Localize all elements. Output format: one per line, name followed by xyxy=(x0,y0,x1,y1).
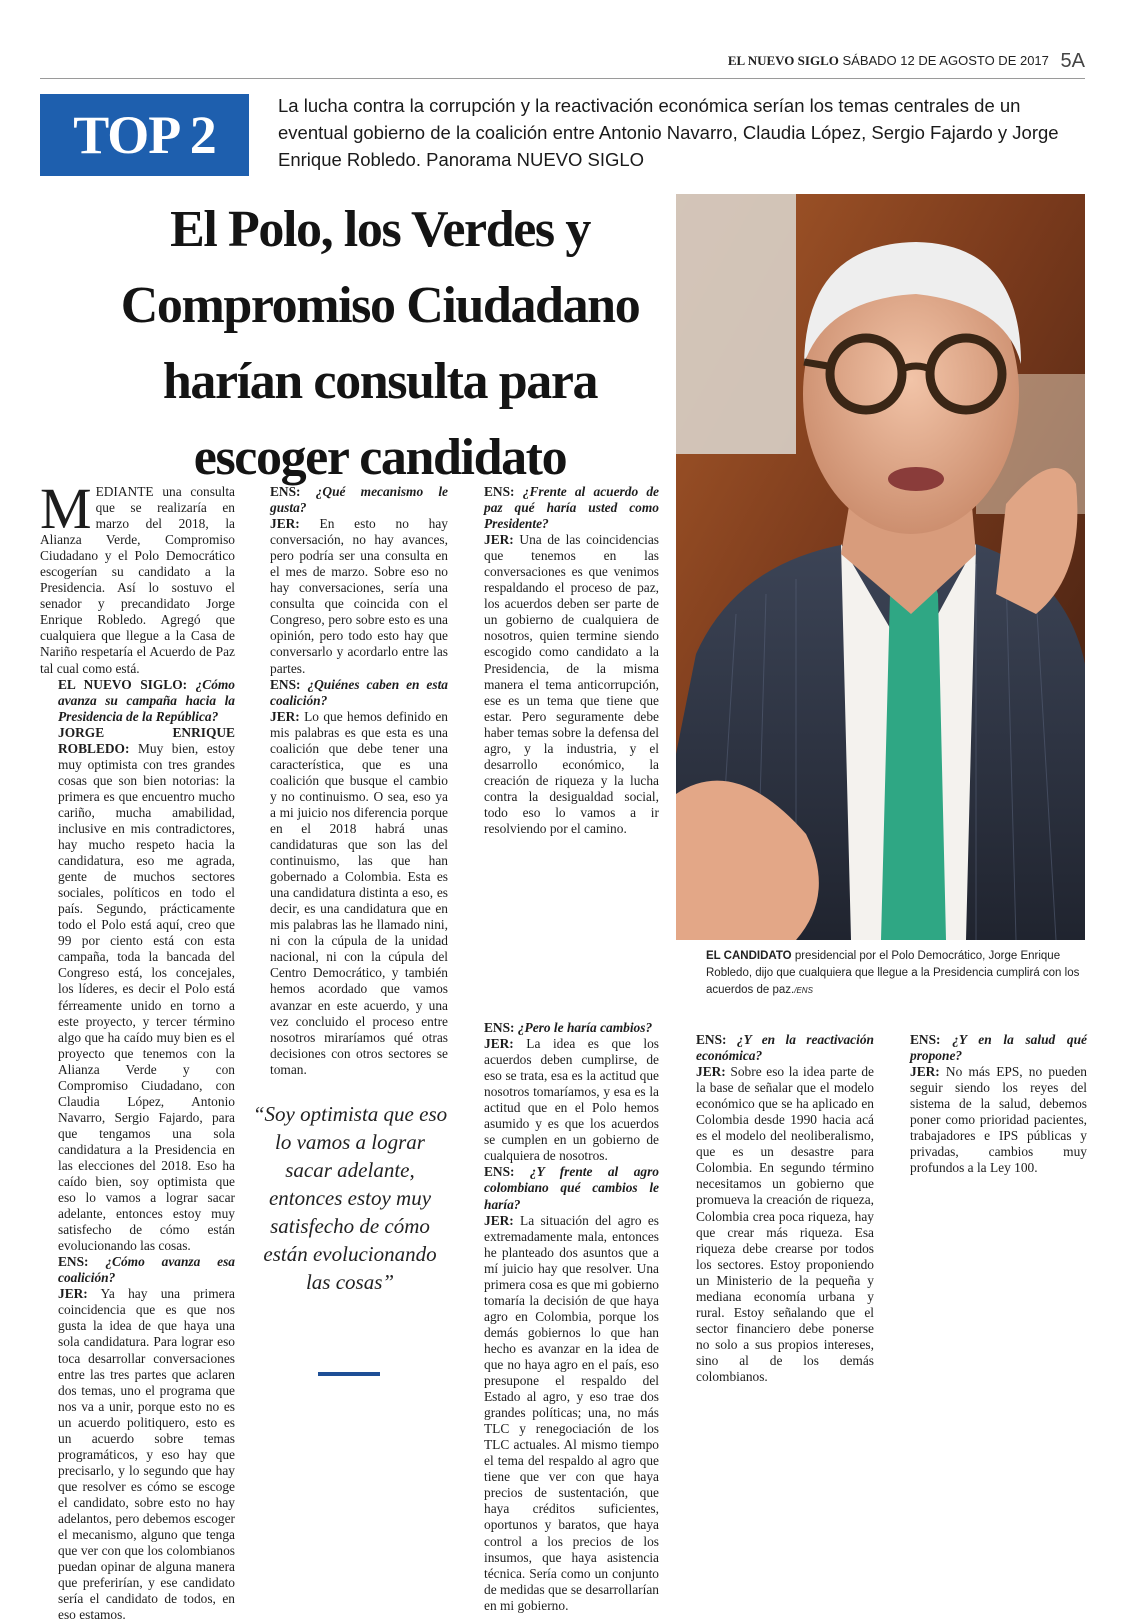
answer xyxy=(466,1213,659,1614)
speaker: EL NUEVO SIGLO: xyxy=(58,676,188,692)
speaker: JER: xyxy=(696,1064,726,1080)
answer-text: Lo que hemos definido en mis palabras es que esta es una coalición que debe tener una característica, que es una coalición que busque el cambio y no continuismo. O sea, eso ya a mi juicio nos diferencia porque en el 2018 habrá unas candidaturas que son las del continuismo, las que han gobernado a Colombia. Esta es una candidatura distinta a eso, es decir, es una candidatura que en mis palabras las he llamado nini, ni con la cúpula de la unidad nacional, ni con la cúpula del Centro Democrático, y también hemos acordado que vamos avanzar en este acuerdo, y una vez concluido el proceso entre nosotros miraríamos qué otras decisiones con otros sectores se toman. xyxy=(270,708,448,1077)
article-column-3 xyxy=(466,484,659,837)
question xyxy=(40,677,235,725)
speaker: JER: xyxy=(270,708,300,724)
speaker: ENS: xyxy=(910,1032,941,1047)
answer xyxy=(40,725,235,1255)
speaker: ENS: xyxy=(484,1020,515,1035)
answer xyxy=(466,532,659,837)
speaker: ENS: xyxy=(484,1164,515,1180)
photo-credit: /ENS xyxy=(794,986,813,995)
question xyxy=(678,1032,874,1064)
article-column-6 xyxy=(892,1032,1087,1176)
answer xyxy=(678,1064,874,1385)
lead-caps: EDIANTE xyxy=(95,484,154,499)
question-text: ¿Y en la reactivación económica? xyxy=(696,1032,874,1064)
newspaper-name: EL NUEVO SIGLO xyxy=(727,53,839,68)
question-text: ¿Y frente al agro colombiano qué cambios le haría? xyxy=(484,1164,659,1212)
speaker: ENS: xyxy=(270,484,301,499)
pull-quote: “Soy optimista que eso lo vamos a lograr sacar adelante, entonces estoy muy satisfecho de cómo están evolucionando las cosas” xyxy=(252,1102,448,1294)
question-text: ¿Pero le haría cambios? xyxy=(514,1020,653,1035)
answer xyxy=(252,516,448,676)
question xyxy=(40,1254,235,1286)
speaker: JER: xyxy=(58,1286,88,1302)
article-column-1 xyxy=(40,476,235,1623)
speaker: JER: xyxy=(484,1212,514,1228)
answer-text: No más EPS, no pueden seguir siendo los reyes del sistema de la salud, debemos poner como prioridad pacientes, trabajadores e IPS públicas y privadas, cambios muy profundos a la Ley 100. xyxy=(910,1064,1087,1176)
section-badge xyxy=(40,94,249,176)
answer-text: En esto no hay conversación, no hay avances, pero podría ser una consulta en el mes de marzo. Sobre eso no hay conversaciones, sería una consulta que coincida con el Congreso, pero sobre esto es una opinión, pero todo esto hay que conversarlo y acordarlo entre las partes. xyxy=(270,516,448,676)
article-column-4 xyxy=(466,1020,659,1614)
pull-quote-rule xyxy=(318,1372,380,1376)
article-column-5 xyxy=(678,1032,874,1385)
question xyxy=(892,1032,1087,1064)
speaker: JER: xyxy=(270,516,300,532)
question-text: ¿Cómo avanza esa coalición? xyxy=(58,1254,235,1286)
answer-text: La idea es que los acuerdos deben cumplirse, de eso se trata, esa es la actitud que nosotros tomaríamos, y esa es la actitud que en el Polo hemos asumido y es que los acuerdos se cumplen en un gobierno de cualquiera de nosotros. xyxy=(484,1036,659,1164)
question-text: ¿Qué mecanismo le gusta? xyxy=(270,484,448,516)
speaker: JER: xyxy=(910,1064,940,1080)
answer xyxy=(40,1286,235,1623)
drop-cap: M xyxy=(40,476,92,541)
issue-date: SÁBADO 12 DE AGOSTO DE 2017 xyxy=(842,53,1049,68)
masthead xyxy=(728,50,1085,73)
question-text: ¿Cómo avanza su campaña hacia la Presidencia de la República? xyxy=(58,676,235,724)
answer xyxy=(892,1064,1087,1176)
teaser-text: La lucha contra la corrupción y la reactivación económica serían los temas centrales de un eventual gobierno de la coalición entre Antonio Navarro, Claudia López, Sergio Fajardo y Jorge Enrique Robledo. Panorama NUEVO SIGLO xyxy=(278,95,1059,170)
headline-line: harían consulta para xyxy=(162,353,598,410)
speaker: ENS: xyxy=(696,1032,727,1047)
headline-line: escoger candidato xyxy=(193,429,567,486)
speaker: JER: xyxy=(484,532,514,548)
question-text: ¿Quiénes caben en esta coalición? xyxy=(270,676,448,708)
speaker: JORGE ENRIQUE ROBLEDO: xyxy=(58,724,235,756)
question-text: ¿Y en la salud qué propone? xyxy=(910,1032,1087,1064)
answer-text: Ya hay una primera coincidencia que es que nos gusta la idea de que haya una sola candidatura. Para lograr eso toca desarrollar conversaciones entre las tres partes que aclaren dos temas, uno el programa que nos va a unir, porque esto no es un acuerdo politiquero, esto es un acuerdo sobre temas programáticos, y eso hay que precisarlo, y lo segundo que hay que resolver es cómo se escoge el candidato, sobre esto no hay adelantos, pero debemos escoger el mecanismo, alguno que tenga que ver con que los colombianos puedan opinar de alguna manera que preferirían, y ese candidato sería el candidato de todos, en eso estamos. xyxy=(58,1286,235,1623)
question xyxy=(466,484,659,532)
header-rule xyxy=(40,78,1085,79)
speaker: JER: xyxy=(484,1036,514,1052)
lead-paragraph xyxy=(40,476,235,677)
speaker: ENS: xyxy=(270,676,301,692)
question xyxy=(466,1020,659,1036)
article-column-2 xyxy=(252,484,448,1078)
section-label: TOP 2 xyxy=(73,105,216,165)
photo-caption xyxy=(706,948,1090,999)
question xyxy=(466,1164,659,1212)
lead-text: una consulta que se realizaría en marzo del 2018, la Alianza Verde, Compromiso Ciudadano y el Polo Democrático escogerían su candidato a la Presidencia. Así lo sostuvo el senador y precandidato Jorge Enrique Robledo. Agregó que cualquiera que llegue a la Casa de Nariño respetaría el Acuerdo de Paz tal cual como está. xyxy=(40,484,235,676)
headline-line: Compromiso Ciudadano xyxy=(120,277,640,334)
page-number: 5A xyxy=(1060,50,1085,72)
answer-text: La situación del agro es extremadamente mala, entonces he planteado dos asuntos que a mí juicio hay que resolver. Una primera cosa es que mi gobierno tomaría la decisión de que haya agro en Colombia, porque los demás gobiernos lo que han hecho es avanzar en la idea de que no haya agro en el país, eso presupone el respaldo del Estado al agro, y eso trae dos grandes políticas; una, no más TLC y renegociación de los TLC actuales. Al mismo tiempo el tema del respaldo al agro que tiene que ver con que haya precios de sustentación, que haya créditos suficientes, oportunos y baratos, que haya control a los precios de los insumos, que haya asistencia técnica. Sería como un conjunto de medidas que se desarrollarían en mi gobierno. xyxy=(484,1212,659,1613)
answer xyxy=(252,709,448,1078)
question xyxy=(252,677,448,709)
answer-text: Muy bien, estoy muy optimista con tres grandes cosas que son bien notorias: la primera es que encuentro mucho cariño, mucha amabilidad, inclusive en mis contradictores, hay mucho respeto hacia la candidatura, eso me agrada, gente de muchos sectores sociales, políticos en todo el país. Segundo, prácticamente todo el Polo está aquí, creo que 99 por ciento está con esta campaña, toda la bancada del Congreso está, los concejales, los líderes, es decir el Polo está férreamente unido en torno a este proyecto, y tercer término algo que ha caído muy bien es el proyecto que tenemos con la Alianza Verde y con Compromiso Ciudadano, con Claudia López, Antonio Navarro, Sergio Fajardo, para que tengamos una sola candidatura a la Presidencia en las elecciones del 2018. Eso ha caído bien, soy optimista que eso lo vamos a lograr sacar adelante, entonces estoy muy satisfecho de cómo están evolucionando las cosas. xyxy=(58,740,235,1254)
candidate-photo xyxy=(676,194,1085,940)
caption-text: presidencial por el Polo Democrático, Jorge Enrique Robledo, dijo que cualquiera que llegue a la Presidencia cumplirá con los acuerdos de paz. xyxy=(706,950,1080,996)
headline-line: El Polo, los Verdes y xyxy=(170,201,590,258)
headline xyxy=(40,192,720,496)
answer xyxy=(466,1036,659,1164)
caption-lead: EL CANDIDATO xyxy=(706,950,792,962)
answer-text: Sobre eso la idea parte de la base de señalar que el modelo económico que se ha aplicado en Colombia desde 1990 hacia acá es el modelo del neoliberalismo, que es un desastre para Colombia. En segundo término necesitamos un gobierno que promueva la creación de riqueza, Colombia crea poca riqueza, hay que crear más riqueza. Esa riqueza debe crearse por todos los sectores. Estoy proponiendo un Ministerio de la pequeña y mediana economía urbana y rural. Estoy señalando que el sector financiero debe ponerse no solo a sus propios intereses, sino al de los demás colombianos. xyxy=(696,1064,874,1384)
question-text: ¿Frente al acuerdo de paz qué haría usted como Presidente? xyxy=(484,484,659,532)
speaker: ENS: xyxy=(484,484,515,499)
question xyxy=(252,484,448,516)
answer-text: Una de las coincidencias que tenemos en las conversaciones es que venimos respaldando el proceso de paz, los acuerdos deben ser parte de un gobierno de cualquiera de nosotros, quien termine siendo escogido como candidato a la Presidencia, de la misma manera el tema anticorrupción, ese es un tema que tiene que estar. Pero seguramente debe haber temas sobre la defensa del agro, y la industria, y el desarrollo económico, la creación de riqueza y la lucha contra la desigualdad social, todo eso lo vamos a ir resolviendo por el camino. xyxy=(484,532,659,836)
speaker: ENS: xyxy=(58,1254,89,1270)
